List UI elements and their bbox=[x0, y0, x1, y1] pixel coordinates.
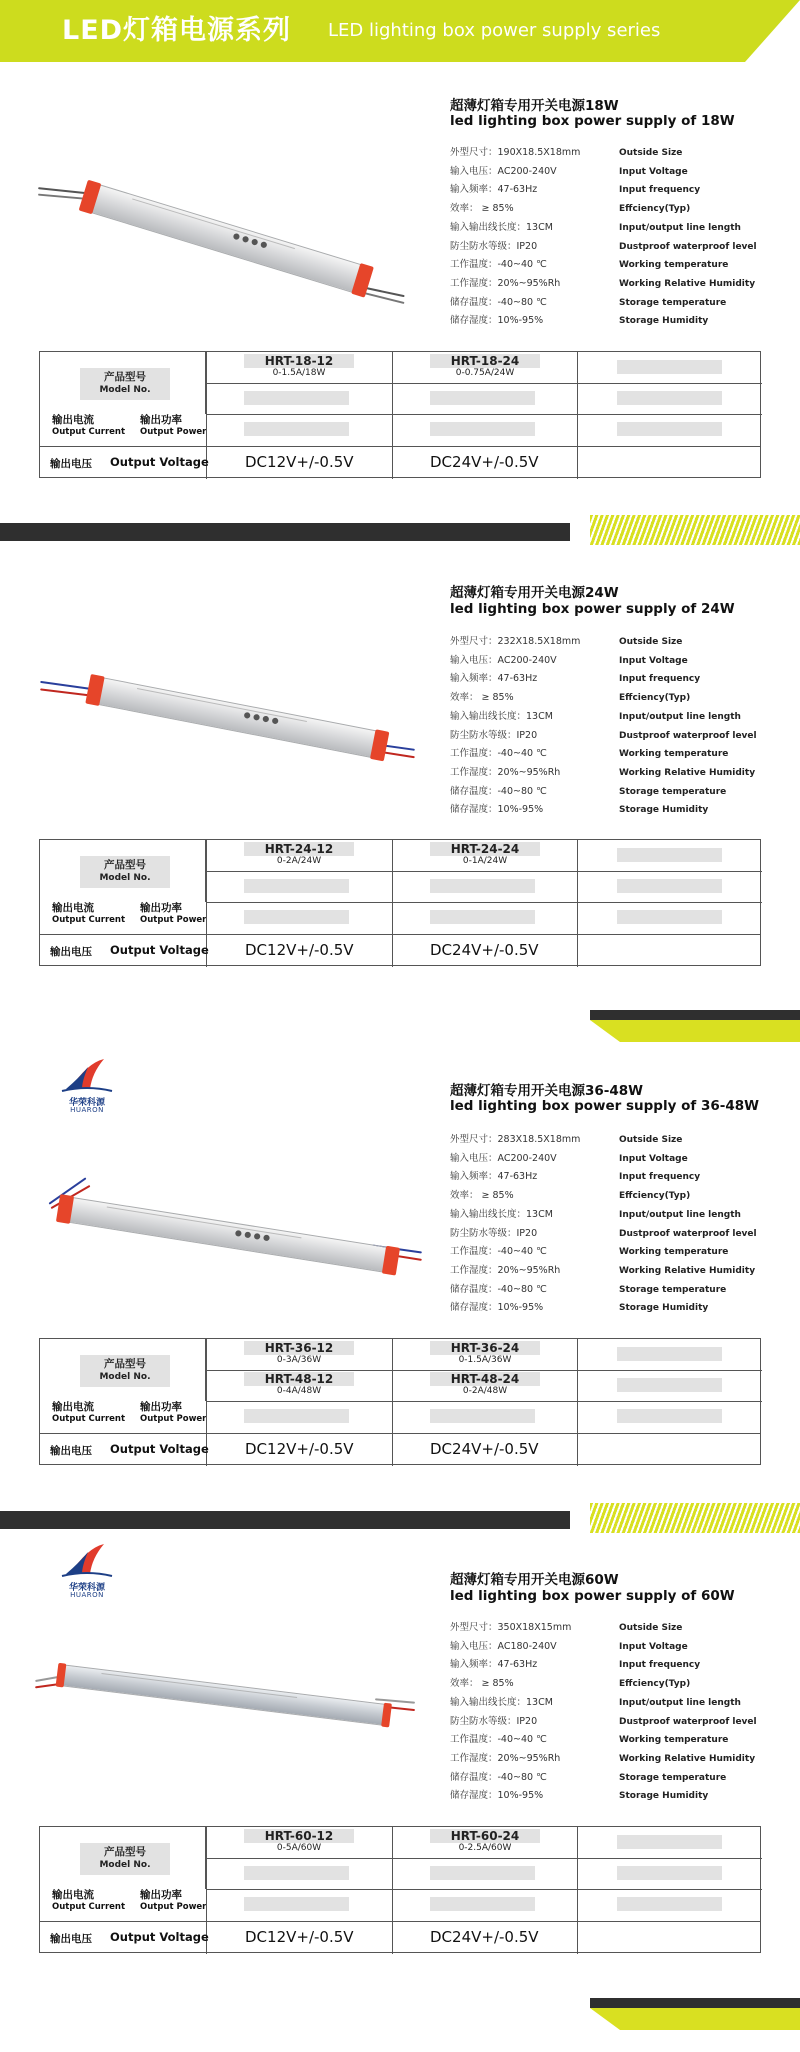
divider-stripes bbox=[590, 515, 800, 545]
empty-cell bbox=[430, 422, 535, 436]
spec-label: Working temperature bbox=[619, 260, 729, 271]
voltage-label-cn: 输出电压 bbox=[50, 458, 92, 470]
model-cell bbox=[40, 1827, 206, 1889]
voltage-12v: DC12V+/-0.5V bbox=[245, 1928, 354, 1946]
model-label-en: Model No. bbox=[99, 1860, 151, 1870]
model-table bbox=[39, 839, 761, 966]
spec-storage-temp: 储存温度：-40~80 ℃ bbox=[450, 785, 547, 797]
model-label-cn: 产品型号 bbox=[104, 1846, 146, 1858]
model-label-en: Model No. bbox=[99, 1372, 151, 1382]
spec-label: Input/output line length bbox=[619, 1209, 741, 1220]
spec-frequency: 输入频率：47-63Hz bbox=[450, 184, 538, 196]
spec-size: 外型尺寸：350X18X15mm bbox=[450, 1622, 572, 1633]
empty-cell bbox=[430, 879, 535, 893]
empty-cell bbox=[617, 1835, 722, 1849]
model-name: HRT-18-24 bbox=[430, 354, 540, 368]
model-spec: 0-2A/48W bbox=[462, 1386, 508, 1396]
spec-label: Input/output line length bbox=[619, 711, 741, 722]
spec-work-humidity: 工作湿度：20%~95%Rh bbox=[450, 1752, 561, 1764]
spec-label: Input frequency bbox=[619, 674, 701, 685]
model-name: HRT-24-12 bbox=[244, 842, 354, 856]
power-label-cn: 输出功率 bbox=[140, 1401, 182, 1413]
spec-storage-humidity: 储存湿度：10%-95% bbox=[450, 804, 544, 816]
empty-cell bbox=[617, 910, 722, 924]
model-spec: 0-1.5A/18W bbox=[272, 368, 326, 378]
divider-lime bbox=[590, 1020, 800, 1042]
model-name: HRT-24-24 bbox=[430, 842, 540, 856]
spec-label: Outside Size bbox=[619, 637, 683, 647]
spec-label: Outside Size bbox=[619, 1623, 683, 1633]
model-spec: 0-1A/24W bbox=[462, 856, 508, 866]
section-title-en: led lighting box power supply of 24W bbox=[450, 601, 735, 617]
model-name: HRT-60-12 bbox=[244, 1829, 354, 1843]
huaron-logo bbox=[52, 1540, 122, 1600]
spec-storage-temp: 储存温度：-40~80 ℃ bbox=[450, 1283, 547, 1295]
model-spec: 0-0.75A/24W bbox=[455, 368, 515, 378]
spec-list bbox=[450, 1619, 610, 1806]
model-name: HRT-36-24 bbox=[430, 1341, 540, 1355]
spec-input-voltage: 输入电压：AC180-240V bbox=[450, 1640, 557, 1652]
voltage-label-en: Output Voltage bbox=[110, 455, 209, 469]
power-label-en: Output Power bbox=[140, 1902, 207, 1912]
spec-label: Dustproof waterproof level bbox=[619, 1228, 757, 1239]
spec-label: Working temperature bbox=[619, 1735, 729, 1746]
current-label-en: Output Current bbox=[52, 427, 126, 437]
spec-list bbox=[450, 144, 610, 331]
spec-list bbox=[450, 1131, 610, 1318]
divider-stripes bbox=[590, 1503, 800, 1533]
spec-storage-temp: 储存温度：-40~80 ℃ bbox=[450, 1771, 547, 1783]
empty-cell bbox=[617, 1897, 722, 1911]
empty-cell bbox=[617, 360, 722, 374]
spec-labels-en bbox=[619, 1619, 769, 1806]
current-label-en: Output Current bbox=[52, 1902, 126, 1912]
voltage-12v: DC12V+/-0.5V bbox=[245, 1440, 354, 1458]
empty-cell bbox=[244, 1409, 349, 1423]
empty-cell bbox=[430, 391, 535, 405]
current-label-en: Output Current bbox=[52, 915, 126, 925]
model-badge bbox=[80, 368, 170, 400]
spec-label: Outside Size bbox=[619, 148, 683, 158]
spec-label: Effciency(Typ) bbox=[619, 693, 691, 704]
spec-size: 外型尺寸：283X18.5X18mm bbox=[450, 1134, 581, 1145]
logo-text-cn: 华荣科源 bbox=[68, 1583, 105, 1593]
power-label-cn: 输出功率 bbox=[140, 902, 182, 914]
spec-labels-en bbox=[619, 1131, 769, 1318]
spec-efficiency: 效率： ≥ 85% bbox=[450, 692, 514, 704]
power-label-cn: 输出功率 bbox=[140, 1889, 182, 1901]
section-title-en: led lighting box power supply of 36-48W bbox=[450, 1098, 760, 1114]
voltage-label-cn: 输出电压 bbox=[50, 1933, 92, 1945]
model-label-en: Model No. bbox=[99, 873, 151, 883]
spec-label: Storage temperature bbox=[619, 786, 727, 797]
spec-input-voltage: 输入电压：AC200-240V bbox=[450, 1152, 557, 1164]
voltage-label-en: Output Voltage bbox=[110, 943, 209, 957]
logo-mark-icon bbox=[52, 1540, 122, 1580]
spec-label: Storage temperature bbox=[619, 1772, 727, 1783]
voltage-24v: DC24V+/-0.5V bbox=[430, 941, 539, 959]
empty-cell bbox=[617, 1866, 722, 1880]
divider-dark bbox=[0, 1511, 570, 1529]
spec-labels-en bbox=[619, 633, 769, 820]
spec-label: Dustproof waterproof level bbox=[619, 1716, 757, 1727]
spec-efficiency: 效率： ≥ 85% bbox=[450, 1190, 514, 1202]
voltage-12v: DC12V+/-0.5V bbox=[245, 941, 354, 959]
model-label-cn: 产品型号 bbox=[104, 1358, 146, 1370]
spec-storage-temp: 储存温度：-40~80 ℃ bbox=[450, 296, 547, 308]
spec-ip-level: 防尘防水等级：IP20 bbox=[450, 1715, 538, 1727]
logo-text-en: HUARON bbox=[70, 1591, 104, 1599]
voltage-24v: DC24V+/-0.5V bbox=[430, 453, 539, 471]
empty-cell bbox=[244, 1897, 349, 1911]
section-title-en: led lighting box power supply of 60W bbox=[450, 1588, 735, 1604]
spec-list bbox=[450, 633, 610, 820]
spec-label: Working Relative Humidity bbox=[619, 1265, 756, 1276]
model-cell bbox=[40, 352, 206, 414]
model-name: HRT-48-12 bbox=[244, 1372, 354, 1386]
model-cell bbox=[40, 840, 206, 902]
spec-input-voltage: 输入电压：AC200-240V bbox=[450, 654, 557, 666]
empty-cell bbox=[617, 391, 722, 405]
model-table bbox=[39, 351, 761, 478]
empty-cell bbox=[244, 910, 349, 924]
section-title-cn: 超薄灯箱专用开关电源60W bbox=[450, 1572, 619, 1588]
huaron-logo bbox=[52, 1055, 122, 1115]
spec-size: 外型尺寸：232X18.5X18mm bbox=[450, 636, 581, 647]
spec-label: Input frequency bbox=[619, 1172, 701, 1183]
spec-label: Storage temperature bbox=[619, 297, 727, 308]
spec-label: Input frequency bbox=[619, 185, 701, 196]
spec-label: Dustproof waterproof level bbox=[619, 730, 757, 741]
empty-cell bbox=[617, 1378, 722, 1392]
model-name: HRT-36-12 bbox=[244, 1341, 354, 1355]
spec-line-length: 输入输出线长度：13CM bbox=[450, 221, 553, 233]
empty-cell bbox=[430, 910, 535, 924]
spec-label: Input frequency bbox=[619, 1660, 701, 1671]
voltage-12v: DC12V+/-0.5V bbox=[245, 453, 354, 471]
spec-line-length: 输入输出线长度：13CM bbox=[450, 710, 553, 722]
model-label-cn: 产品型号 bbox=[104, 371, 146, 383]
spec-label: Effciency(Typ) bbox=[619, 1191, 691, 1202]
spec-label: Working temperature bbox=[619, 1247, 729, 1258]
model-table bbox=[39, 1826, 761, 1953]
voltage-label-en: Output Voltage bbox=[110, 1930, 209, 1944]
model-label-en: Model No. bbox=[99, 385, 151, 395]
spec-label: Working Relative Humidity bbox=[619, 278, 756, 289]
spec-line-length: 输入输出线长度：13CM bbox=[450, 1696, 553, 1708]
logo-text-cn: 华荣科源 bbox=[68, 1098, 105, 1108]
page-title: LED灯箱电源系列 bbox=[62, 15, 292, 46]
spec-work-humidity: 工作湿度：20%~95%Rh bbox=[450, 1264, 561, 1276]
model-badge bbox=[80, 1843, 170, 1875]
current-label-cn: 输出电流 bbox=[52, 902, 94, 914]
spec-storage-humidity: 储存湿度：10%-95% bbox=[450, 1302, 544, 1314]
voltage-label-cn: 输出电压 bbox=[50, 946, 92, 958]
spec-label: Storage Humidity bbox=[619, 316, 709, 327]
power-label-en: Output Power bbox=[140, 1414, 207, 1424]
section-title-cn: 超薄灯箱专用开关电源18W bbox=[450, 98, 619, 114]
empty-cell bbox=[617, 848, 722, 862]
spec-work-temp: 工作温度：-40~40 ℃ bbox=[450, 1246, 547, 1258]
model-badge bbox=[80, 856, 170, 888]
spec-label: Dustproof waterproof level bbox=[619, 241, 757, 252]
spec-label: Storage temperature bbox=[619, 1284, 727, 1295]
empty-cell bbox=[244, 879, 349, 893]
empty-cell bbox=[617, 879, 722, 893]
divider-dark bbox=[0, 523, 570, 541]
spec-frequency: 输入频率：47-63Hz bbox=[450, 673, 538, 685]
spec-storage-humidity: 储存湿度：10%-95% bbox=[450, 1790, 544, 1802]
page-subtitle: LED lighting box power supply series bbox=[328, 20, 661, 41]
spec-storage-humidity: 储存湿度：10%-95% bbox=[450, 315, 544, 327]
divider-dark bbox=[590, 1998, 800, 2008]
spec-work-temp: 工作温度：-40~40 ℃ bbox=[450, 748, 547, 760]
divider-lime bbox=[590, 2008, 800, 2030]
spec-frequency: 输入频率：47-63Hz bbox=[450, 1171, 538, 1183]
power-label-en: Output Power bbox=[140, 427, 207, 437]
logo-text-en: HUARON bbox=[70, 1106, 104, 1114]
spec-label: Effciency(Typ) bbox=[619, 204, 691, 215]
current-label-en: Output Current bbox=[52, 1414, 126, 1424]
spec-label: Input Voltage bbox=[619, 655, 688, 666]
model-spec: 0-3A/36W bbox=[276, 1355, 322, 1365]
model-cell bbox=[40, 1339, 206, 1401]
spec-label: Input Voltage bbox=[619, 166, 688, 177]
spec-label: Storage Humidity bbox=[619, 1791, 709, 1802]
spec-line-length: 输入输出线长度：13CM bbox=[450, 1208, 553, 1220]
spec-labels-en bbox=[619, 144, 769, 331]
empty-cell bbox=[244, 1866, 349, 1880]
logo-mark-icon bbox=[52, 1055, 122, 1095]
spec-label: Input Voltage bbox=[619, 1641, 688, 1652]
spec-efficiency: 效率： ≥ 85% bbox=[450, 203, 514, 215]
divider-dark bbox=[590, 1010, 800, 1020]
spec-label: Outside Size bbox=[619, 1135, 683, 1145]
voltage-label-cn: 输出电压 bbox=[50, 1445, 92, 1457]
spec-label: Storage Humidity bbox=[619, 805, 709, 816]
voltage-24v: DC24V+/-0.5V bbox=[430, 1928, 539, 1946]
model-name: HRT-60-24 bbox=[430, 1829, 540, 1843]
voltage-label-en: Output Voltage bbox=[110, 1442, 209, 1456]
model-spec: 0-2.5A/60W bbox=[458, 1843, 512, 1853]
spec-efficiency: 效率： ≥ 85% bbox=[450, 1678, 514, 1690]
spec-work-temp: 工作温度：-40~40 ℃ bbox=[450, 259, 547, 271]
spec-ip-level: 防尘防水等级：IP20 bbox=[450, 1227, 538, 1239]
spec-ip-level: 防尘防水等级：IP20 bbox=[450, 729, 538, 741]
empty-cell bbox=[617, 1409, 722, 1423]
spec-work-temp: 工作温度：-40~40 ℃ bbox=[450, 1734, 547, 1746]
spec-ip-level: 防尘防水等级：IP20 bbox=[450, 240, 538, 252]
empty-cell bbox=[244, 391, 349, 405]
spec-work-humidity: 工作湿度：20%~95%Rh bbox=[450, 277, 561, 289]
spec-work-humidity: 工作湿度：20%~95%Rh bbox=[450, 766, 561, 778]
spec-label: Effciency(Typ) bbox=[619, 1679, 691, 1690]
spec-input-voltage: 输入电压：AC200-240V bbox=[450, 165, 557, 177]
spec-label: Input/output line length bbox=[619, 222, 741, 233]
spec-label: Input/output line length bbox=[619, 1697, 741, 1708]
spec-label: Storage Humidity bbox=[619, 1303, 709, 1314]
model-table bbox=[39, 1338, 761, 1465]
model-spec: 0-5A/60W bbox=[276, 1843, 322, 1853]
empty-cell bbox=[430, 1866, 535, 1880]
section-title-en: led lighting box power supply of 18W bbox=[450, 113, 735, 129]
spec-frequency: 输入频率：47-63Hz bbox=[450, 1659, 538, 1671]
model-spec: 0-1.5A/36W bbox=[458, 1355, 512, 1365]
model-name: HRT-48-24 bbox=[430, 1372, 540, 1386]
model-badge bbox=[80, 1355, 170, 1387]
empty-cell bbox=[617, 422, 722, 436]
model-spec: 0-2A/24W bbox=[276, 856, 322, 866]
spec-label: Input Voltage bbox=[619, 1153, 688, 1164]
current-label-cn: 输出电流 bbox=[52, 414, 94, 426]
empty-cell bbox=[430, 1409, 535, 1423]
empty-cell bbox=[430, 1897, 535, 1911]
spec-label: Working Relative Humidity bbox=[619, 767, 756, 778]
power-label-en: Output Power bbox=[140, 915, 207, 925]
current-label-cn: 输出电流 bbox=[52, 1889, 94, 1901]
spec-size: 外型尺寸：190X18.5X18mm bbox=[450, 147, 581, 158]
empty-cell bbox=[244, 422, 349, 436]
model-name: HRT-18-12 bbox=[244, 354, 354, 368]
current-label-cn: 输出电流 bbox=[52, 1401, 94, 1413]
power-label-cn: 输出功率 bbox=[140, 414, 182, 426]
spec-label: Working Relative Humidity bbox=[619, 1753, 756, 1764]
model-spec: 0-4A/48W bbox=[276, 1386, 322, 1396]
section-title-cn: 超薄灯箱专用开关电源24W bbox=[450, 585, 619, 601]
model-label-cn: 产品型号 bbox=[104, 859, 146, 871]
spec-label: Working temperature bbox=[619, 749, 729, 760]
voltage-24v: DC24V+/-0.5V bbox=[430, 1440, 539, 1458]
section-title-cn: 超薄灯箱专用开关电源36-48W bbox=[450, 1083, 644, 1099]
empty-cell bbox=[617, 1347, 722, 1361]
